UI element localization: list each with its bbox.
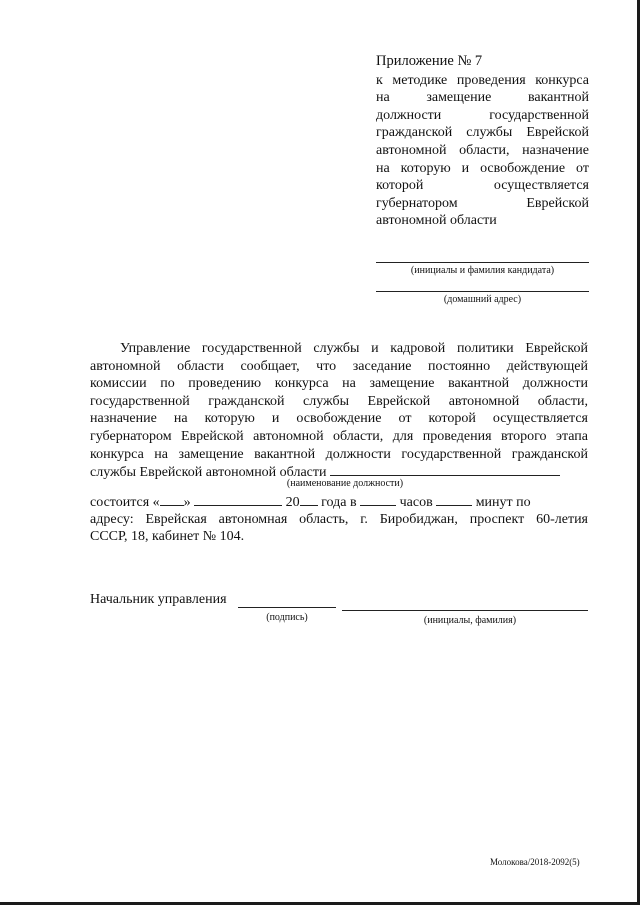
- address-line: адресу: Еврейская автономная область, г. Биробиджан, проспект 60-летия: [90, 511, 588, 527]
- candidate-name-line: [376, 262, 589, 263]
- address-caption: (домашний адрес): [443, 294, 522, 305]
- candidate-caption: (инициалы и фамилия кандидата): [410, 265, 555, 276]
- annex-line: автономной области: [376, 213, 497, 229]
- annex-line: на замещение вакантной: [376, 90, 589, 106]
- annex-line: гражданской службы Еврейской: [376, 125, 589, 141]
- home-address-line: [376, 291, 589, 292]
- annex-line: должности государственной: [376, 107, 589, 123]
- annex-line: на которую и освобождение от: [376, 160, 589, 176]
- body-line-position: службы Еврейской автономной области: [90, 463, 588, 481]
- annex-block: [376, 53, 589, 230]
- body-line: конкурса на замещение вакантной должности государственной гражданской: [90, 446, 588, 462]
- document-footer-code: Молокова/2018-2092(5): [490, 857, 580, 867]
- address-line: СССР, 18, кабинет № 104.: [90, 529, 245, 545]
- year-blank: [300, 493, 318, 506]
- minute-blank: [436, 493, 472, 506]
- body-line: Управление государственной службы и кадровой политики Еврейской: [120, 341, 588, 356]
- day-blank: [160, 493, 184, 506]
- body-line: автономной области сообщает, что заседание постоянно действующей: [90, 358, 588, 374]
- head-signature-label: Начальник управления: [90, 592, 227, 607]
- month-blank: [194, 493, 282, 506]
- signature-line: [238, 607, 336, 608]
- initials-caption: (инициалы, фамилия): [423, 615, 517, 626]
- annex-line: которой осуществляется: [376, 178, 589, 194]
- position-blank: [330, 463, 560, 476]
- annex-title: Приложение № 7: [376, 53, 483, 69]
- initials-line: [342, 610, 588, 611]
- body-line: назначение на которую и освобождение от которой осуществляется: [90, 411, 588, 427]
- annex-line: губернатором Еврейской: [376, 195, 589, 211]
- body-line: губернатором Еврейской автономной области, для проведения второго этапа: [90, 428, 588, 444]
- hour-blank: [360, 493, 396, 506]
- body-line: государственной гражданской службы Еврейской автономной области,: [90, 393, 588, 409]
- date-time-line: состоится « » 20 года в часов минут по: [90, 495, 531, 510]
- signature-caption: (подпись): [266, 612, 308, 623]
- body-line: комиссии по проведению конкурса на замещение вакантной должности: [90, 376, 588, 392]
- body-paragraph: [90, 340, 588, 481]
- position-caption: (наименование должности): [286, 478, 404, 489]
- annex-line: к методике проведения конкурса: [376, 72, 589, 88]
- annex-line: автономной области, назначение: [376, 142, 589, 158]
- meeting-details: [90, 493, 588, 546]
